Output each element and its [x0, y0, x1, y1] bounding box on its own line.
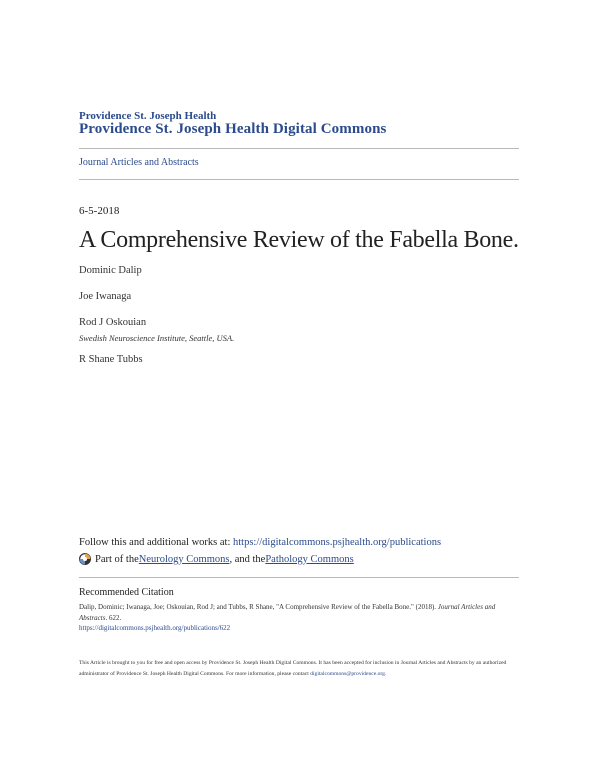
citation-text: Dalip, Dominic; Iwanaga, Joe; Oskouian, Rod J; and Tubbs, R Shane, "A Comprehensive Review of the Fabella Bone." (2018).	[79, 603, 438, 611]
access-end: .	[384, 671, 387, 677]
divider-bottom	[79, 179, 519, 180]
access-statement	[79, 658, 521, 680]
part-of-middle: , and the	[229, 553, 266, 565]
network-commons-icon	[79, 553, 91, 565]
pathology-commons-link[interactable]: Pathology Commons	[265, 553, 354, 565]
citation-url-link[interactable]: https://digitalcommons.psjhealth.org/publications/622	[79, 624, 231, 632]
institution-name-small[interactable]: Providence St. Joseph Health	[79, 110, 217, 122]
publication-date: 6-5-2018	[79, 205, 120, 217]
access-text: This Article is brought to you for free and open access by Providence St. Joseph Health Digital Commons. It has been accepted for inclusion in Journal Articles and Abstracts by an authorized administrator of Providence St. Joseph Health Digital Commons. For more information, please contact	[79, 660, 507, 677]
repository-name[interactable]: Providence St. Joseph Health Digital Commons	[79, 121, 387, 137]
follow-line	[79, 537, 441, 548]
part-of-prefix: Part of the	[95, 553, 139, 565]
article-title: A Comprehensive Review of the Fabella Bone.	[79, 227, 519, 253]
citation-journal: Journal Articles and Abstracts	[79, 603, 496, 622]
divider-citation	[79, 577, 519, 578]
author-name: Rod J Oskouian	[79, 317, 147, 328]
collection-link[interactable]: Journal Articles and Abstracts	[79, 157, 199, 168]
citation-number: . 622.	[105, 613, 122, 622]
divider-top	[79, 148, 519, 149]
recommended-citation-heading: Recommended Citation	[79, 587, 174, 598]
citation-block	[79, 602, 521, 634]
publications-link[interactable]: https://digitalcommons.psjhealth.org/publications	[233, 537, 442, 548]
author-name: Joe Iwanaga	[79, 291, 132, 302]
contact-email-link[interactable]: digitalcommons@providence.org	[310, 671, 385, 677]
author-affiliation: Swedish Neuroscience Institute, Seattle, USA.	[79, 333, 235, 343]
follow-text: Follow this and additional works at:	[79, 537, 233, 548]
author-name: R Shane Tubbs	[79, 354, 143, 365]
author-name: Dominic Dalip	[79, 265, 142, 276]
part-of-line	[79, 553, 354, 565]
neurology-commons-link[interactable]: Neurology Commons	[138, 553, 230, 565]
